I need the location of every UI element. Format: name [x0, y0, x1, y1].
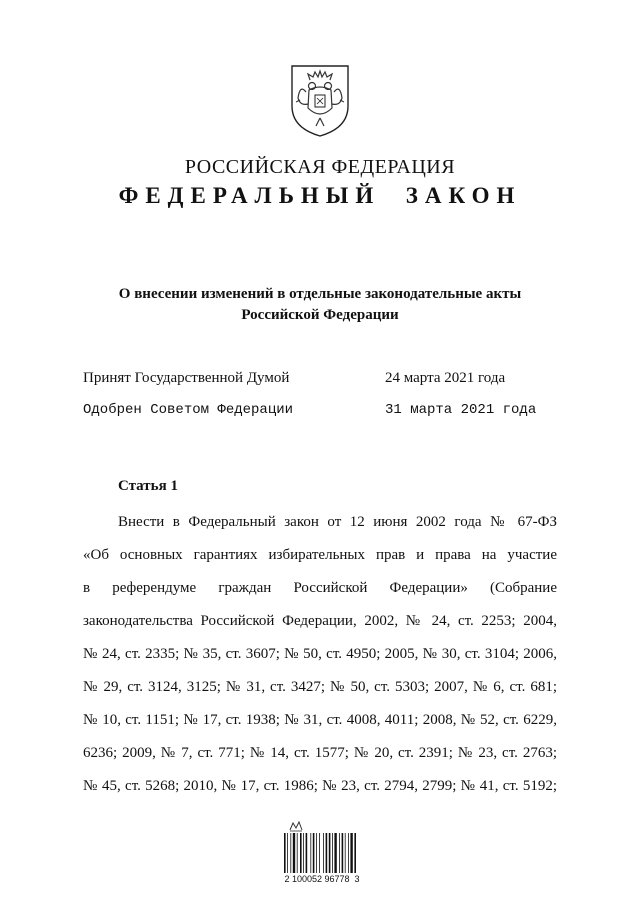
article-text-line: 6236; 2009, № 7, ст. 771; № 14, ст. 1577; № 20, ст. 2391; № 23, ст. 2763;: [83, 745, 557, 761]
law-title-line: О внесении изменений в отдельные законодательные акты: [118, 286, 522, 302]
law-title-line: Российской Федерации: [241, 307, 399, 323]
law-title: [80, 284, 560, 326]
duma-adoption-label: Принят Государственной Думой: [83, 370, 290, 386]
duma-adoption-date: 24 марта 2021 года: [385, 370, 506, 386]
article-text-line: № 45, ст. 5268; 2010, № 17, ст. 1986; № 23, ст. 2794, 2799; № 41, ст. 5192;: [83, 778, 557, 794]
article-text-line: законодательства Российской Федерации, 2002, № 24, ст. 2253; 2004,: [83, 613, 557, 629]
barcode-number: 2 100052 96778 3: [284, 874, 360, 884]
article-text-line: № 29, ст. 3124, 3125; № 31, ст. 3427; № 50, ст. 5303; 2007, № 6, ст. 681;: [83, 679, 557, 695]
council-approval-date: 31 марта 2021 года: [385, 402, 537, 418]
coat-of-arms-icon: [288, 62, 352, 138]
article-text-line: № 10, ст. 1151; № 17, ст. 1938; № 31, ст. 4008, 4011; 2008, № 52, ст. 6229,: [83, 712, 557, 728]
article-heading: Статья 1: [118, 478, 178, 494]
council-approval-label: Одобрен Советом Федерации: [83, 402, 294, 418]
article-text-line: «Об основных гарантиях избирательных прав и права на участие: [83, 547, 557, 563]
barcode-icon: [283, 833, 361, 873]
article-text-line: в референдуме граждан Российской Федерации» (Собрание: [83, 580, 557, 596]
country-name: РОССИЙСКАЯ ФЕДЕРАЦИЯ: [184, 156, 456, 178]
scan-marker-icon: [289, 820, 303, 832]
article-text-line: Внести в Федеральный закон от 12 июня 2002 года № 67-ФЗ: [118, 514, 557, 530]
article-text-line: № 24, ст. 2335; № 35, ст. 3607; № 50, ст. 4950; 2005, № 30, ст. 3104; 2006,: [83, 646, 557, 662]
document-type: ФЕДЕРАЛЬНЫЙ ЗАКОН: [118, 183, 522, 208]
